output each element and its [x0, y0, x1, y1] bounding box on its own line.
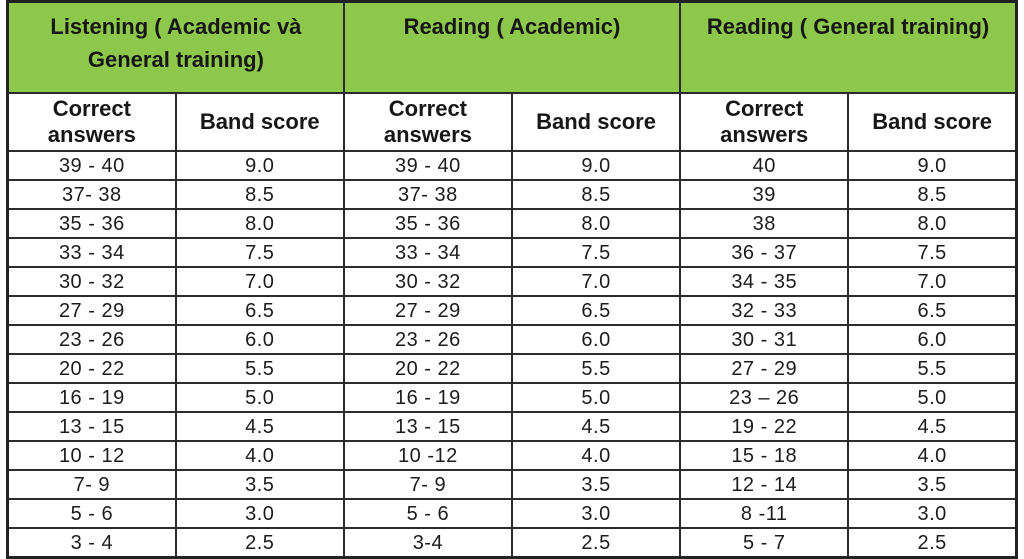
- correct-answers-cell: 35 - 36: [344, 209, 512, 238]
- band-score-cell: 6.5: [848, 296, 1016, 325]
- section-header-listening: Listening ( Academic và General training): [8, 2, 344, 94]
- table-row: [8, 238, 1017, 267]
- table-row: [8, 383, 1017, 412]
- col-header-band-score-listening: [176, 93, 344, 151]
- correct-answers-cell: 27 - 29: [680, 354, 848, 383]
- band-score-cell: 7.0: [512, 267, 680, 296]
- correct-answers-cell: 38: [680, 209, 848, 238]
- col-header-correct-answers-general: [680, 93, 848, 151]
- band-score-cell: 4.0: [176, 441, 344, 470]
- band-score-cell: 4.0: [512, 441, 680, 470]
- band-score-cell: 9.0: [848, 151, 1016, 180]
- band-score-cell: 7.5: [848, 238, 1016, 267]
- table-row: [8, 354, 1017, 383]
- section-header-row: [8, 2, 1017, 94]
- band-score-cell: 3.0: [176, 499, 344, 528]
- table-row: [8, 180, 1017, 209]
- band-score-cell: 7.0: [176, 267, 344, 296]
- band-score-cell: 9.0: [176, 151, 344, 180]
- band-score-cell: 7.0: [848, 267, 1016, 296]
- correct-answers-cell: 39 - 40: [344, 151, 512, 180]
- table-body: [8, 151, 1017, 558]
- correct-answers-cell: 37- 38: [8, 180, 176, 209]
- table-row: [8, 209, 1017, 238]
- table-row: [8, 470, 1017, 499]
- band-score-cell: 4.0: [848, 441, 1016, 470]
- correct-answers-cell: 30 - 31: [680, 325, 848, 354]
- band-score-cell: 8.5: [176, 180, 344, 209]
- band-score-cell: 4.5: [848, 412, 1016, 441]
- column-header-row: [8, 93, 1017, 151]
- table-row: [8, 528, 1017, 558]
- section-header-reading-general: Reading ( General training): [680, 2, 1016, 94]
- table-row: [8, 499, 1017, 528]
- correct-answers-cell: 37- 38: [344, 180, 512, 209]
- correct-answers-cell: 23 – 26: [680, 383, 848, 412]
- correct-answers-cell: 19 - 22: [680, 412, 848, 441]
- col-header-correct-answers-listening: [8, 93, 176, 151]
- band-score-cell: 5.5: [848, 354, 1016, 383]
- band-score-cell: 2.5: [848, 528, 1016, 558]
- band-score-cell: 3.5: [512, 470, 680, 499]
- col-header-band-score-general: [848, 93, 1016, 151]
- table-head: [8, 2, 1017, 152]
- correct-answers-cell: 33 - 34: [8, 238, 176, 267]
- correct-answers-cell: 16 - 19: [8, 383, 176, 412]
- col-header-band-score-academic: [512, 93, 680, 151]
- band-score-cell: 6.5: [176, 296, 344, 325]
- correct-answers-cell: 27 - 29: [8, 296, 176, 325]
- band-score-cell: 8.0: [512, 209, 680, 238]
- band-score-cell: 4.5: [176, 412, 344, 441]
- col-header-label: Band score: [872, 109, 993, 135]
- section-header-reading-academic: Reading ( Academic): [344, 2, 680, 94]
- band-score-cell: 6.0: [176, 325, 344, 354]
- correct-answers-cell: 5 - 6: [8, 499, 176, 528]
- correct-answers-cell: 39 - 40: [8, 151, 176, 180]
- correct-answers-cell: 27 - 29: [344, 296, 512, 325]
- col-header-correct-answers-academic: [344, 93, 512, 151]
- correct-answers-cell: 23 - 26: [344, 325, 512, 354]
- correct-answers-cell: 16 - 19: [344, 383, 512, 412]
- table-row: [8, 441, 1017, 470]
- table-row: [8, 151, 1017, 180]
- correct-answers-cell: 23 - 26: [8, 325, 176, 354]
- table-row: [8, 296, 1017, 325]
- band-score-cell: 7.5: [512, 238, 680, 267]
- band-score-cell: 8.5: [512, 180, 680, 209]
- band-score-cell: 5.5: [176, 354, 344, 383]
- band-score-cell: 5.5: [512, 354, 680, 383]
- correct-answers-cell: 5 - 7: [680, 528, 848, 558]
- band-score-cell: 8.0: [848, 209, 1016, 238]
- col-header-label: Correct answers: [720, 96, 809, 147]
- col-header-label: Band score: [536, 109, 656, 135]
- band-score-cell: 8.5: [848, 180, 1016, 209]
- correct-answers-cell: 30 - 32: [344, 267, 512, 296]
- band-score-cell: 6.0: [848, 325, 1016, 354]
- band-score-cell: 5.0: [848, 383, 1016, 412]
- band-score-cell: 3.0: [512, 499, 680, 528]
- correct-answers-cell: 13 - 15: [344, 412, 512, 441]
- correct-answers-cell: 8 -11: [680, 499, 848, 528]
- correct-answers-cell: 3 - 4: [8, 528, 176, 558]
- correct-answers-cell: 35 - 36: [8, 209, 176, 238]
- correct-answers-cell: 12 - 14: [680, 470, 848, 499]
- band-score-cell: 6.5: [512, 296, 680, 325]
- correct-answers-cell: 7- 9: [8, 470, 176, 499]
- correct-answers-cell: 13 - 15: [8, 412, 176, 441]
- band-score-cell: 3.0: [848, 499, 1016, 528]
- correct-answers-cell: 40: [680, 151, 848, 180]
- correct-answers-cell: 20 - 22: [344, 354, 512, 383]
- band-score-cell: 3.5: [848, 470, 1016, 499]
- correct-answers-cell: 3-4: [344, 528, 512, 558]
- band-score-cell: 8.0: [176, 209, 344, 238]
- col-header-label: Correct answers: [383, 96, 472, 147]
- correct-answers-cell: 15 - 18: [680, 441, 848, 470]
- correct-answers-cell: 30 - 32: [8, 267, 176, 296]
- band-score-cell: 9.0: [512, 151, 680, 180]
- table-row: [8, 267, 1017, 296]
- correct-answers-cell: 10 - 12: [8, 441, 176, 470]
- correct-answers-cell: 39: [680, 180, 848, 209]
- correct-answers-cell: 10 -12: [344, 441, 512, 470]
- correct-answers-cell: 32 - 33: [680, 296, 848, 325]
- table-row: [8, 325, 1017, 354]
- correct-answers-cell: 33 - 34: [344, 238, 512, 267]
- ielts-band-score-table: [6, 0, 1018, 559]
- table-row: [8, 412, 1017, 441]
- band-score-cell: 5.0: [512, 383, 680, 412]
- band-score-cell: 4.5: [512, 412, 680, 441]
- band-score-cell: 3.5: [176, 470, 344, 499]
- col-header-label: Band score: [199, 109, 320, 135]
- correct-answers-cell: 36 - 37: [680, 238, 848, 267]
- correct-answers-cell: 7- 9: [344, 470, 512, 499]
- correct-answers-cell: 20 - 22: [8, 354, 176, 383]
- band-score-cell: 7.5: [176, 238, 344, 267]
- band-score-cell: 2.5: [176, 528, 344, 558]
- band-score-cell: 6.0: [512, 325, 680, 354]
- correct-answers-cell: 5 - 6: [344, 499, 512, 528]
- col-header-label: Correct answers: [47, 96, 136, 147]
- correct-answers-cell: 34 - 35: [680, 267, 848, 296]
- band-score-cell: 5.0: [176, 383, 344, 412]
- band-score-cell: 2.5: [512, 528, 680, 558]
